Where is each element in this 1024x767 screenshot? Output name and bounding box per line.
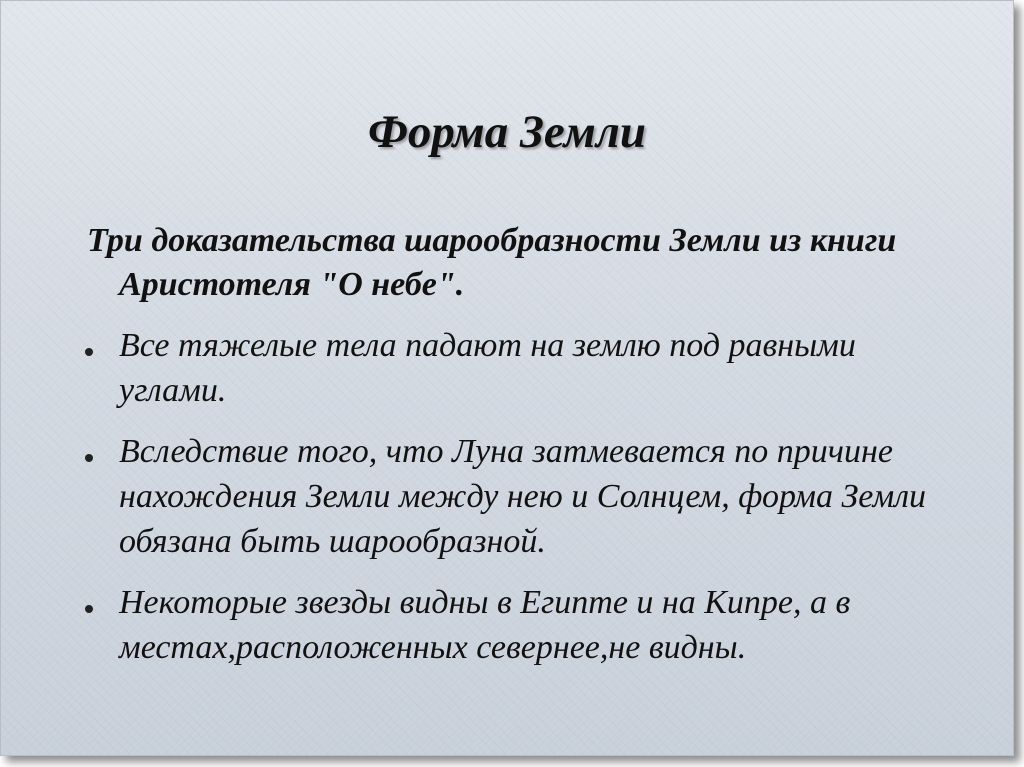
bullet-item	[85, 429, 965, 564]
bullet-list	[85, 323, 965, 686]
bullet-text: Вследствие того, что Луна затмевается по причине нахождения Земли между нею и Солнцем, форма Земли обязана быть шарообразной.	[119, 433, 927, 560]
slide-intro: Три доказательства шарообразности Земли из книги Аристотеля "О небе".	[87, 222, 897, 303]
bullet-icon	[85, 454, 93, 462]
bullet-icon	[85, 605, 93, 613]
bullet-item	[85, 323, 965, 413]
bullet-item	[85, 580, 965, 670]
bullet-text: Все тяжелые тела падают на землю под равными углами.	[119, 327, 856, 409]
bullet-text: Некоторые звезды видны в Египте и на Кипре, а в местах,расположенных севернее,не видны.	[119, 584, 851, 666]
slide-title: Форма Земли	[367, 106, 647, 158]
bullet-icon	[85, 348, 93, 356]
